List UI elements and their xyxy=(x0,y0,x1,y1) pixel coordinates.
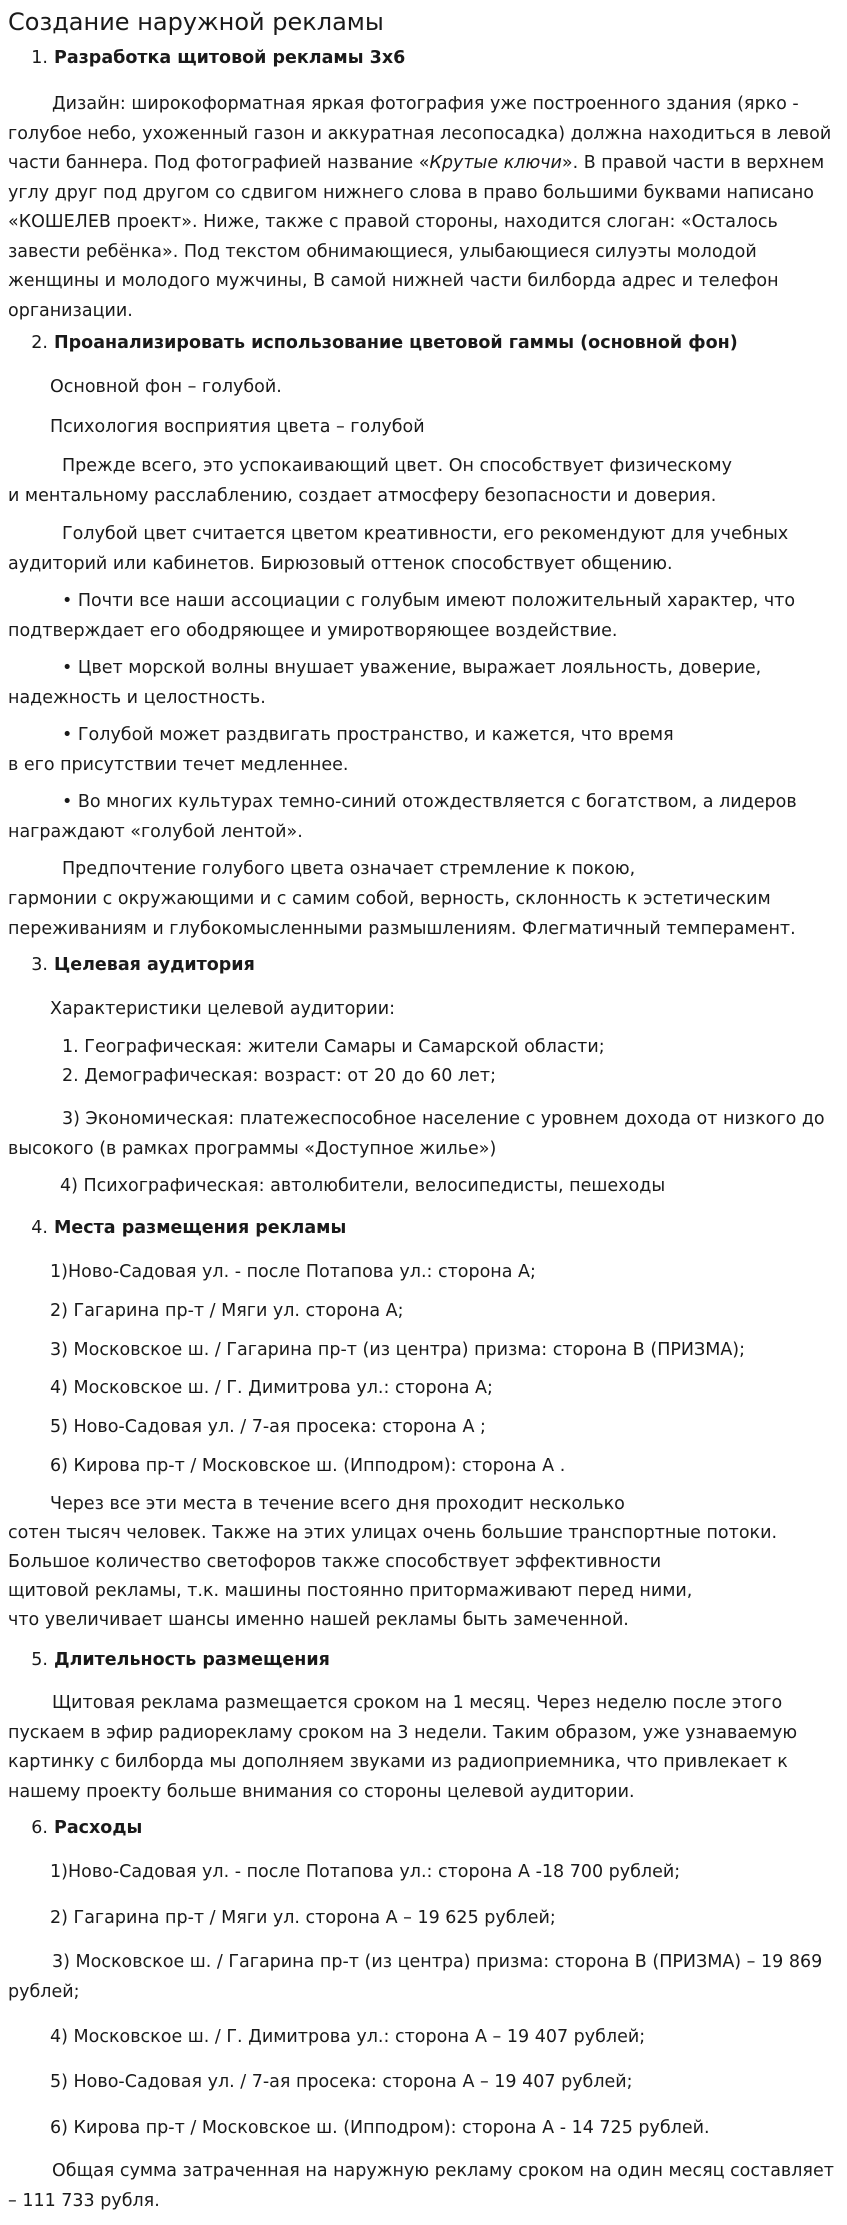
bullet-cultures: • Во многих культурах темно-синий отождествляется с богатством, а лидеров награждают «голубой лентой». xyxy=(8,792,797,842)
section-5-number: 5. xyxy=(31,1650,48,1670)
cost-4: 4) Московское ш. / Г. Димитрова ул.: сторона А – 19 407 рублей; xyxy=(50,2027,646,2047)
audience-item-2-number: 2. xyxy=(62,1066,79,1086)
audience-item-2 xyxy=(62,1062,496,1092)
traffic-line-4: щитовой рекламы, т.к. машины постоянно притормаживают перед ними, xyxy=(8,1581,693,1601)
section-1-number: 1. xyxy=(31,48,48,68)
traffic-line-5: что увеличивает шансы именно нашей рекламы быть замеченной. xyxy=(8,1610,629,1630)
preference-line-1: Предпочтение голубого цвета означает стремление к покою, xyxy=(62,859,636,879)
audience-item-2-text: Демографическая: возраст: от 20 до 60 лет; xyxy=(84,1066,496,1086)
section-3-number: 3. xyxy=(31,955,48,975)
audience-item-4: 4) Психографическая: автолюбители, велосипедисты, пешеходы xyxy=(60,1176,666,1196)
cost-2: 2) Гагарина пр-т / Мяги ул. сторона А – 19 625 рублей; xyxy=(50,1908,556,1928)
section-6-number: 6. xyxy=(31,1818,48,1838)
location-6: 6) Кирова пр-т / Московское ш. (Ипподром): сторона А . xyxy=(50,1456,566,1476)
section-5-title: Длительность размещения xyxy=(54,1650,330,1670)
section-1-title: Разработка щитовой рекламы 3х6 xyxy=(54,48,406,68)
section-4-heading xyxy=(8,1214,346,1244)
duration-paragraph: Щитовая реклама размещается сроком на 1 месяц. Через неделю после этого пускаем в эфир радиорекламу сроком на 3 недели. Таким образом, уже узнаваемую картинку с билборда мы дополняем звуками из радиоприемника, что привлекает к нашему проекту больше внимания со стороны целевой аудитории. xyxy=(8,1693,798,1802)
calm-line-1: Прежде всего, это успокаивающий цвет. Он способствует физическому xyxy=(62,456,732,476)
bullet-space-line-2: в его присутствии течет медленнее. xyxy=(8,755,349,775)
location-2: 2) Гагарина пр-т / Мяги ул. сторона А; xyxy=(50,1301,404,1321)
cost-6: 6) Кирова пр-т / Московское ш. (Ипподром): сторона А - 14 725 рублей. xyxy=(50,2118,710,2138)
calm-line-2: и ментальному расслаблению, создает атмосферу безопасности и доверия. xyxy=(8,486,717,506)
total-cost: Общая сумма затраченная на наружную рекламу сроком на один месяц составляет – 111 733 рубля. xyxy=(8,2161,834,2211)
cost-3: 3) Московское ш. / Гагарина пр-т (из центра) призма: сторона В (ПРИЗМА) – 19 869 рублей; xyxy=(8,1952,823,2002)
section-2-number: 2. xyxy=(31,333,48,353)
design-text-a: Дизайн: широкоформатная яркая фотография уже построенного здания (ярко - голубое небо, ухоженный газон и аккуратная лесопосадка) должна находиться в левой части баннера. Под фотографией название « xyxy=(8,94,832,173)
bg-color-line: Основной фон – голубой. xyxy=(50,377,282,397)
bullet-associations: • Почти все наши ассоциации с голубым имеют положительный характер, что подтверждает его ободряющее и умиротворяющее воздействие. xyxy=(8,591,796,641)
traffic-line-3: Большое количество светофоров также способствует эффективности xyxy=(8,1552,662,1572)
preference-line-2: гармонии с окружающими и с самим собой, верность, склонность к эстетическим переживаниям и глубокомысленными размышлениям. Флегматичный темперамент. xyxy=(8,889,796,939)
section-6-heading xyxy=(8,1814,142,1844)
section-1-heading xyxy=(8,44,405,74)
audience-intro: Характеристики целевой аудитории: xyxy=(50,999,396,1019)
psychology-line: Психология восприятия цвета – голубой xyxy=(50,417,425,437)
location-1: 1)Ново-Садовая ул. - после Потапова ул.: сторона А; xyxy=(50,1262,536,1282)
cost-1: 1)Ново-Садовая ул. - после Потапова ул.: сторона А -18 700 рублей; xyxy=(50,1862,681,1882)
design-text-b: ». В правой части в верхнем углу друг под другом со сдвигом нижнего слова в право большими буквами написано «КОШЕЛЕВ проект». Ниже, также с правой стороны, находится слоган: «Осталось завести ребёнка». Под текстом обнимающиеся, улыбающиеся силуэты молодой женщины и молодого мужчины, В самой нижней части билборда адрес и телефон организации. xyxy=(8,153,825,321)
section-4-number: 4. xyxy=(31,1218,48,1238)
cost-5: 5) Ново-Садовая ул. / 7-ая просека: сторона А – 19 407 рублей; xyxy=(50,2072,633,2092)
section-2-title: Проанализировать использование цветовой гаммы (основной фон) xyxy=(54,333,738,353)
audience-item-1 xyxy=(62,1033,605,1063)
design-paragraph xyxy=(8,90,840,326)
traffic-line-1: Через все эти места в течение всего дня проходит несколько xyxy=(50,1494,625,1514)
bullet-sea-wave: • Цвет морской волны внушает уважение, выражает лояльность, доверие, надежность и целостность. xyxy=(8,658,762,708)
section-5-heading xyxy=(8,1646,330,1676)
section-3-title: Целевая аудитория xyxy=(54,955,255,975)
design-name-italic: Крутые ключи xyxy=(429,153,562,173)
section-2-heading xyxy=(8,329,738,359)
location-4: 4) Московское ш. / Г. Димитрова ул.: сторона А; xyxy=(50,1378,493,1398)
section-6-title: Расходы xyxy=(54,1818,143,1838)
bullet-space-line-1: • Голубой может раздвигать пространство, и кажется, что время xyxy=(62,725,674,745)
audience-item-1-number: 1. xyxy=(62,1037,79,1057)
traffic-line-2: сотен тысяч человек. Также на этих улицах очень большие транспортные потоки. xyxy=(8,1523,778,1543)
section-3-heading xyxy=(8,951,255,981)
section-4-title: Места размещения рекламы xyxy=(54,1218,347,1238)
location-3: 3) Московское ш. / Гагарина пр-т (из центра) призма: сторона В (ПРИЗМА); xyxy=(50,1340,746,1360)
location-5: 5) Ново-Садовая ул. / 7-ая просека: сторона А ; xyxy=(50,1417,486,1437)
audience-item-1-text: Географическая: жители Самары и Самарской области; xyxy=(84,1037,605,1057)
audience-item-3: 3) Экономическая: платежеспособное население с уровнем дохода от низкого до высокого (в рамках программы «Доступное жилье») xyxy=(8,1109,825,1159)
page-title: Создание наружной рекламы xyxy=(8,8,384,36)
creativity-paragraph: Голубой цвет считается цветом креативности, его рекомендуют для учебных аудиторий или кабинетов. Бирюзовый оттенок способствует общению. xyxy=(8,524,789,574)
